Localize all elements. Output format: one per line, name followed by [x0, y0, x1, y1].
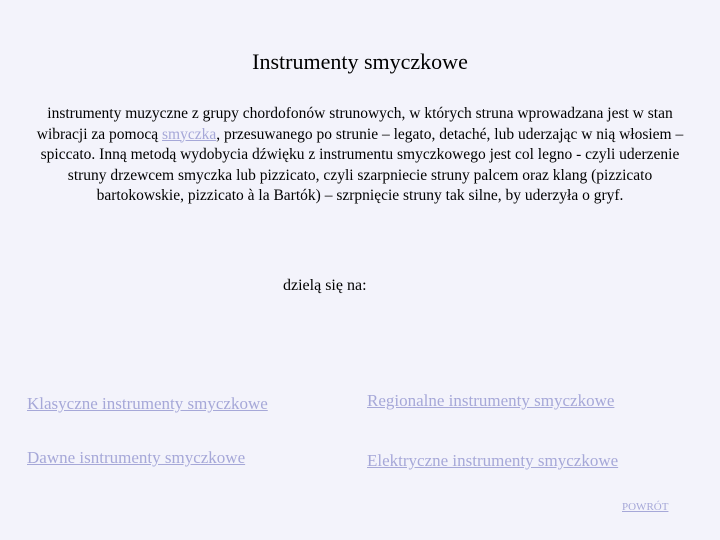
description-text-after: , przesuwanego po strunie – legato, detaché, lub uderzając w nią włosiem – spiccato. Inną metodą wydobycia dźwięku z instrumentu smyczkowego jest col legno - czyli uderzenie struny drzewcem smyczka lub pizzicato, czyli szarpniecie struny palcem oraz klang (pizzicato bartokowskie, pizzicato à la Bartók) – szrpnięcie struny tak silne, by uderzyła o gryf.: [40, 125, 684, 204]
electric-instruments-link[interactable]: Elektryczne instrumenty smyczkowe: [367, 451, 619, 470]
description-text-before: instrumenty muzyczne z grupy chordofonów strunowych, w których struna wprowadzana jest w stan wibracji za pomocą: [36, 105, 673, 143]
back-link[interactable]: POWRÓT: [622, 501, 669, 513]
divides-label: dzielą się na:: [283, 277, 367, 294]
bow-link[interactable]: smyczka: [162, 125, 217, 143]
regional-instruments-link[interactable]: Regionalne instrumenty smyczkowe: [367, 391, 615, 410]
classical-instruments-link[interactable]: Klasyczne instrumenty smyczkowe: [27, 394, 268, 413]
page-title: Instrumenty smyczkowe: [252, 49, 468, 74]
description-paragraph: [28, 104, 692, 207]
early-instruments-link[interactable]: Dawne isntrumenty smyczkowe: [27, 448, 246, 467]
